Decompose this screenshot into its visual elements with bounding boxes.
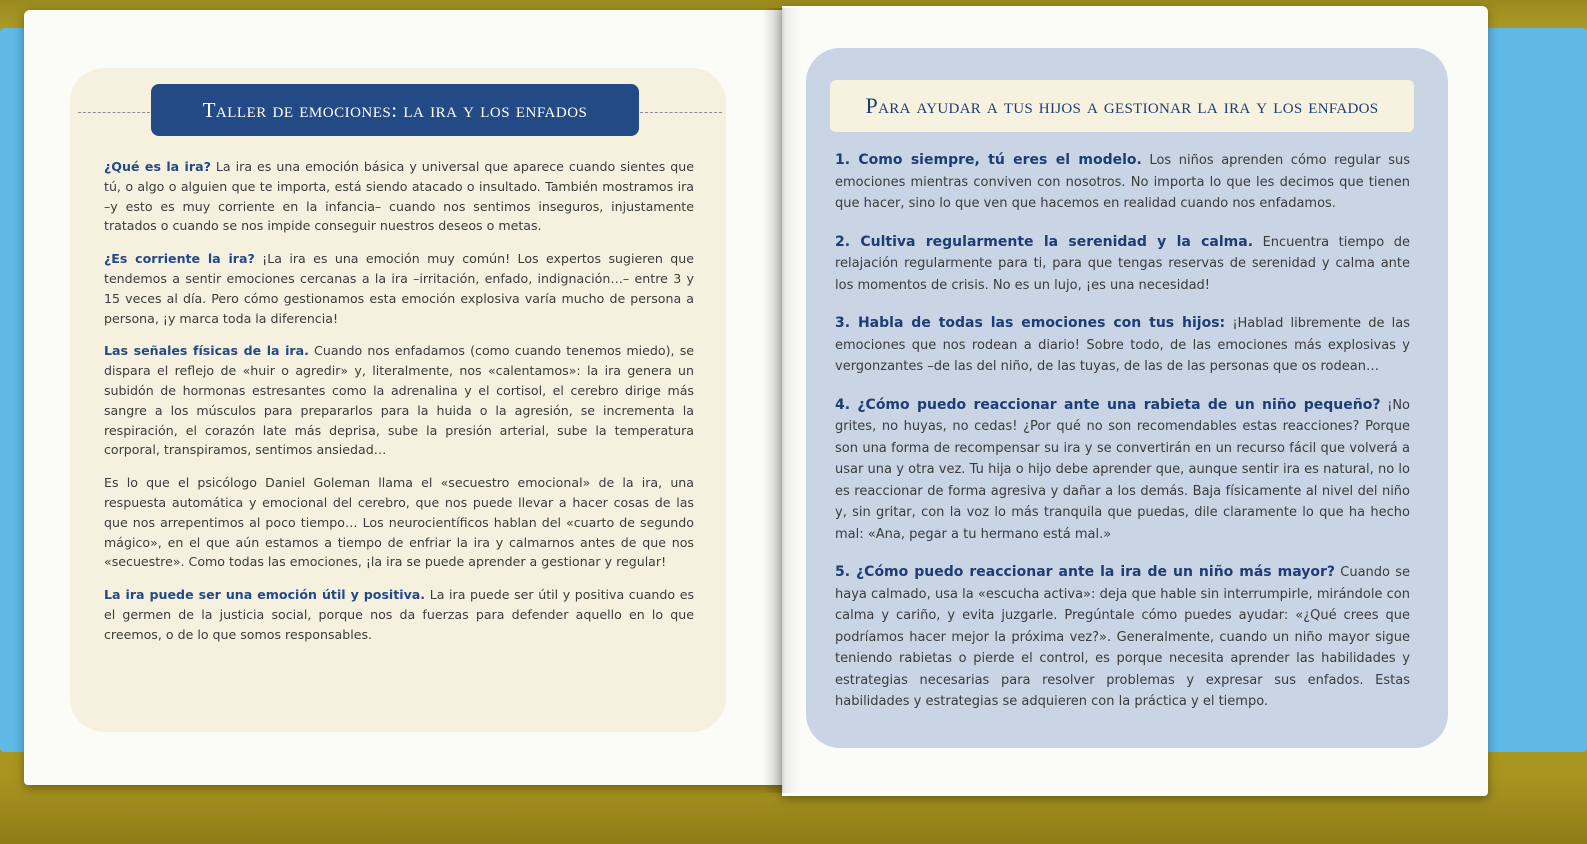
paragraph (104, 249, 694, 328)
tip-lead: 3. Habla de todas las emociones con tus hijos: (835, 315, 1226, 331)
left-text-column (104, 157, 694, 658)
paragraph-lead: ¿Qué es la ira? (104, 159, 211, 174)
paragraph (104, 473, 694, 572)
paragraph-text: La ira puede ser útil y positiva cuando es el germen de la justicia social, porque nos da fuerzas para defender aquello en lo que creemos, o de lo que somos responsables. (104, 587, 695, 642)
paragraph-lead: ¿Es corriente la ira? (104, 251, 255, 267)
tip-lead: 5. ¿Cómo puedo reaccionar ante la ira de un niño más mayor? (835, 564, 1335, 580)
tip-item (835, 232, 1410, 297)
paragraph-text: La ira es una emoción básica y universal que aparece cuando sientes que tú, o algo o alguien que te importa, está siendo atacado o insultado. También mostramos ira –y esto es muy corriente en la infancia– cuando nos sentimos inseguros, injustamente tratados o cuando se nos impide conseguir nuestros deseos o metas. (104, 159, 695, 234)
left-page-title: Taller de emociones: la ira y los enfados (151, 84, 639, 136)
tip-text: Encuentra tiempo de relajación regularmente para ti, para que tengas reservas de serenidad y calma ante los momentos de crisis. No es un lujo, ¡es una necesidad! (835, 234, 1410, 293)
right-page-title: Para ayudar a tus hijos a gestionar la ira y los enfados (830, 80, 1414, 132)
right-text-column (835, 150, 1410, 730)
tip-text: ¡No grites, no huyas, no cedas! ¿Por qué no son recomendables estas reacciones? Porque son una forma de recompensar su ira y se convertirán en un recurso fácil que volverá a usar una y otra vez. Tu hija o hijo debe aprender que, aunque sentir ira es natural, no lo es reaccionar de forma agresiva y dañar a los demás. Baja físicamente al nivel del niño y, sin gritar, con la voz lo más tranquila que puedas, dile claramente lo que ha hecho mal: «Ana, pegar a tu hermano está mal.» (835, 397, 1410, 542)
tip-lead: 4. ¿Cómo puedo reaccionar ante una rabieta de un niño pequeño? (835, 396, 1381, 413)
title-rule-left (78, 112, 150, 113)
title-rule-right (640, 112, 722, 113)
paragraph (104, 585, 694, 644)
tip-item (835, 150, 1410, 215)
paragraph (104, 157, 694, 236)
book-gutter (762, 8, 802, 793)
tip-lead: 1. Como siempre, tú eres el modelo. (835, 152, 1142, 168)
tip-text: Los niños aprenden cómo regular sus emociones mientras conviven con nosotros. No importa lo que les decimos que tienen que hacer, sino lo que ven que hacemos en realidad cuando nos enfadamos. (835, 153, 1410, 211)
tip-text: Cuando se haya calmado, usa la «escucha activa»: deja que hable sin interrumpirle, mirándole con calma y cariño, y evita juzgarle. Pregúntale cómo puedes ayudar: «¿Qué crees que podríamos hacer mejor la próxima vez?». Generalmente, cuando un niño mayor sigue teniendo rabietas o pierde el control, es porque necesita aprender las habilidades y estrategias necesarias para resolver problemas y expresar sus enfados. Estas habilidades y estrategias se adquieren con la práctica y el tiempo. (835, 565, 1410, 709)
paragraph-lead: La ira puede ser una emoción útil y positiva. (104, 587, 426, 603)
paragraph (104, 341, 694, 460)
tip-item (835, 313, 1410, 378)
paragraph-text: ¡La ira es una emoción muy común! Los expertos sugieren que tendemos a sentir emociones cercanas a la ira –irritación, enfado, indignación…– entre 3 y 15 veces al día. Pero cómo gestionamos esta emoción explosiva varía mucho de persona a persona, ¡y marca toda la diferencia! (104, 251, 694, 326)
tip-item (835, 562, 1410, 713)
tip-item (835, 395, 1410, 546)
tip-text: ¡Hablad libremente de las emociones que nos rodean a diario! Sobre todo, de las emociones más explosivas y vergonzantes –de las del niño, de las tuyas, de las de las personas que os rodean… (835, 316, 1410, 374)
paragraph-text: Cuando nos enfadamos (como cuando tenemos miedo), se dispara el reflejo de «huir o agredir» y, literalmente, nos «calentamos»: la ira genera un subidón de hormonas estresantes como la adrenalina y el cortisol, el cerebro dirige más sangre a los músculos para prepararlos para la huida o la agresión, se incrementa la respiración, el corazón late más deprisa, sube la presión arterial, sube la temperatura corporal, transpiramos, sentimos ansiedad… (104, 343, 695, 458)
tip-lead: 2. Cultiva regularmente la serenidad y la calma. (835, 233, 1254, 250)
paragraph-lead: Las señales físicas de la ira. (104, 343, 309, 359)
paragraph-text: Es lo que el psicólogo Daniel Goleman llama el «secuestro emocional» de la ira, una respuesta automática y emocional del cerebro, que nos puede llevar a hacer cosas de las que nos arrepentimos al poco tiempo… Los neurocientíficos hablan del «cuarto de segundo mágico», en el que aún estamos a tiempo de enfriar la ira y calmarnos antes de que nos «secuestre». Como todas las emociones, ¡la ira se puede aprender a gestionar y regular! (104, 475, 694, 570)
